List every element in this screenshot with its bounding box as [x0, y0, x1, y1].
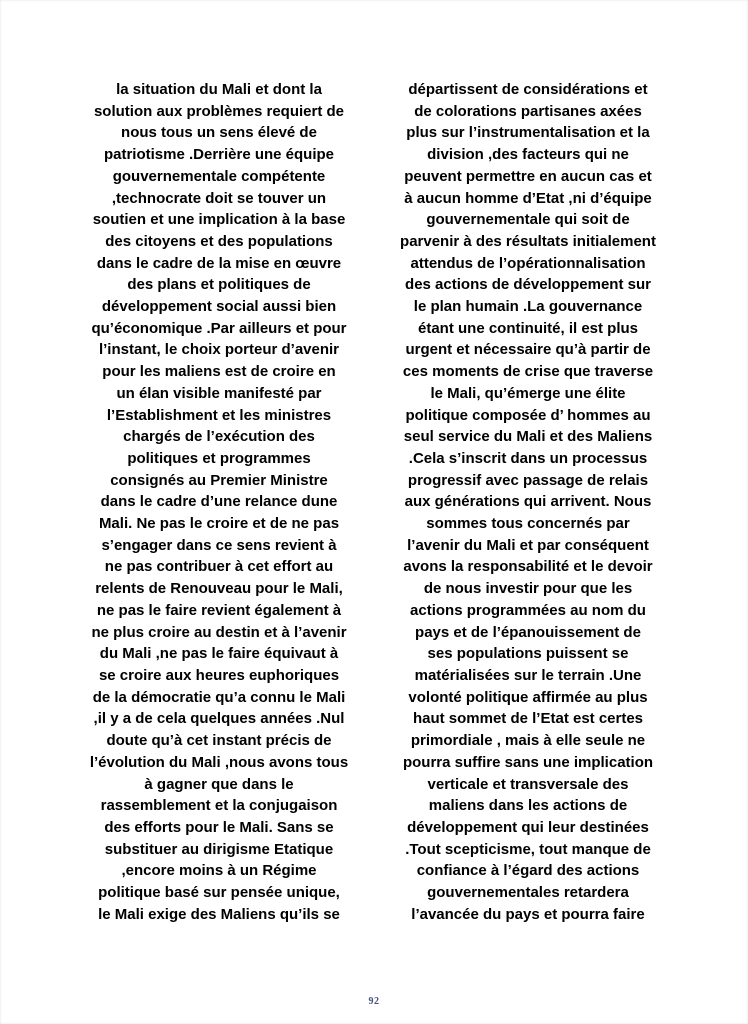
text-line: ne pas contribuer à cet effort au [104, 558, 334, 576]
page-number: 92 [368, 996, 380, 1007]
text-column-right [374, 79, 682, 925]
text-line: nous tous un sens élevé de [121, 124, 317, 142]
text-line: du Mali ,ne pas le faire équivaut à [99, 645, 339, 663]
text-line: pays et de l’épanouissement de [415, 623, 641, 641]
text-line: avons la responsabilité et le devoir [403, 558, 653, 576]
text-line: départissent de considérations et [408, 81, 648, 98]
text-line: attendus de l’opérationnalisation [410, 254, 646, 272]
text-line: confiance à l’égard des actions [416, 862, 640, 880]
text-line: patriotisme .Derrière une équipe [103, 146, 335, 164]
text-line: substituer au dirigisme Etatique [104, 840, 334, 858]
text-line: solution aux problèmes requiert de [93, 102, 345, 120]
text-line: parvenir à des résultats initialement [400, 232, 656, 250]
text-line: des citoyens et des populations [105, 232, 333, 250]
text-line: ,encore moins à un Régime [121, 862, 317, 880]
text-line: politiques et programmes [127, 449, 311, 467]
text-line: aux générations qui arrivent. Nous [404, 493, 652, 511]
text-columns [64, 79, 682, 925]
text-line: le plan humain .La gouvernance [413, 298, 643, 316]
text-line: .Tout scepticisme, tout manque de [405, 840, 651, 858]
text-line: gouvernementale compétente [112, 167, 326, 185]
text-line: soutien et une implication à la base [92, 211, 346, 229]
text-line: l’instant, le choix porteur d’avenir [98, 341, 340, 359]
text-line: étant une continuité, il est plus [417, 319, 639, 337]
text-line: ne plus croire au destin et à l’avenir [91, 623, 347, 641]
text-line: un élan visible manifesté par [116, 384, 322, 402]
text-line: dans le cadre d’une relance dune [100, 493, 338, 511]
text-line: à gagner que dans le [144, 775, 294, 793]
text-line: plus sur l’instrumentalisation et la [406, 124, 650, 142]
text-line: dans le cadre de la mise en œuvre [96, 254, 342, 272]
text-line: matérialisées sur le terrain .Une [414, 666, 642, 684]
text-line: de nous investir pour que les [423, 580, 633, 598]
text-line: division ,des facteurs qui ne [427, 146, 629, 164]
text-line: Mali. Ne pas le croire et de ne pas [98, 515, 340, 533]
text-line: haut sommet de l’Etat est certes [412, 710, 644, 728]
text-line: politique composée d’ hommes au [405, 406, 651, 424]
page-footer [0, 991, 748, 1009]
text-column-left [64, 79, 374, 925]
text-line: seul service du Mali et des Maliens [403, 428, 653, 446]
text-line: politique basé sur pensée unique, [98, 884, 340, 902]
text-line: primordiale , mais à elle seule ne [410, 732, 646, 750]
text-line: l’Establishment et les ministres [106, 406, 332, 424]
text-line: l’avancée du pays et pourra faire [411, 905, 645, 923]
text-line: .Cela s’inscrit dans un processus [408, 449, 648, 467]
text-line: ne pas le faire revient également à [96, 601, 342, 619]
text-line: qu’économique .Par ailleurs et pour [91, 319, 347, 337]
text-line: volonté politique affirmée au plus [408, 688, 648, 706]
text-line: l’évolution du Mali ,nous avons tous [89, 753, 349, 771]
text-line: l’avenir du Mali et par conséquent [407, 536, 649, 554]
text-line: à aucun homme d’Etat ,ni d’équipe [404, 189, 652, 207]
text-line: pour les maliens est de croire en [102, 363, 336, 381]
text-line: des efforts pour le Mali. Sans se [104, 818, 334, 836]
text-line: des actions de développement sur [405, 276, 651, 294]
text-line: rassemblement et la conjugaison [100, 797, 338, 815]
text-line: la situation du Mali et dont la [116, 81, 322, 98]
text-line: doute qu’à cet instant précis de [106, 732, 332, 750]
text-line: ,technocrate doit se touver un [111, 189, 327, 207]
text-line: verticale et transversale des [427, 775, 629, 793]
text-line: maliens dans les actions de [428, 797, 628, 815]
text-line: gouvernementales retardera [427, 884, 629, 902]
text-line: gouvernementale qui soit de [426, 211, 630, 229]
text-line: peuvent permettre en aucun cas et [404, 167, 652, 185]
text-line: s’engager dans ce sens revient à [101, 536, 337, 554]
text-line: urgent et nécessaire qu’à partir de [405, 341, 651, 359]
text-line: de la démocratie qu’a connu le Mali [92, 688, 346, 706]
text-line: pourra suffire sans une implication [402, 753, 654, 771]
text-line: actions programmées au nom du [410, 601, 646, 619]
text-line: de colorations partisanes axées [414, 102, 642, 120]
text-line: consignés au Premier Ministre [110, 471, 328, 489]
text-line: le Mali exige des Maliens qu’ils se [98, 905, 340, 923]
text-line: ces moments de crise que traverse [402, 363, 654, 381]
text-line: ,il y a de cela quelques années .Nul [93, 710, 345, 728]
text-line: relents de Renouveau pour le Mali, [95, 580, 343, 598]
text-line: des plans et politiques de [127, 276, 311, 294]
text-line: développement qui leur destinées [407, 818, 649, 836]
text-line: développement social aussi bien [101, 298, 337, 316]
text-line: se croire aux heures euphoriques [98, 666, 340, 684]
text-line: ses populations puissent se [427, 645, 629, 663]
text-line: le Mali, qu’émerge une élite [430, 384, 626, 402]
text-line: sommes tous concernés par [426, 515, 630, 533]
text-line: chargés de l’exécution des [123, 428, 315, 446]
text-line: progressif avec passage de relais [407, 471, 649, 489]
